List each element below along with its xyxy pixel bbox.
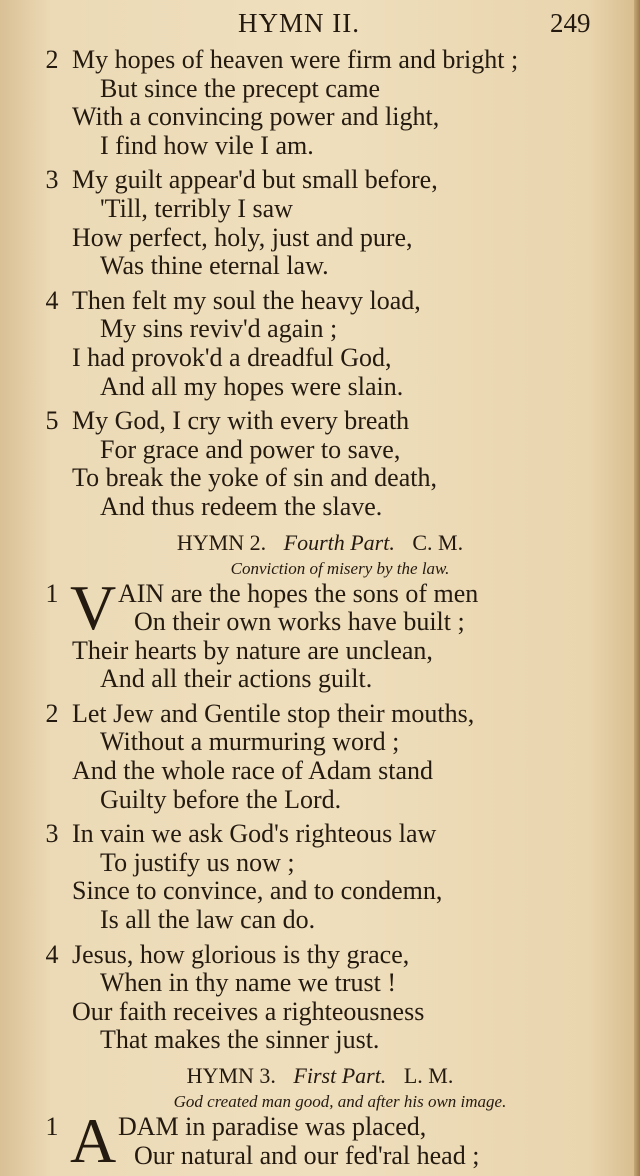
verse-text: Our faith receives a righteousness	[72, 996, 425, 1026]
page-header	[0, 4, 640, 40]
verse-line	[0, 464, 640, 493]
stanza-number: 3	[45, 819, 59, 849]
hymn-part: Fourth Part.	[283, 529, 395, 555]
verse-text: Our natural and our fed'ral head ;	[134, 1140, 480, 1170]
stanza	[0, 820, 640, 934]
stanza	[0, 571, 640, 694]
stanza	[0, 46, 640, 160]
verse-line	[0, 195, 640, 224]
verse-line	[0, 46, 640, 75]
hymn-heading	[0, 528, 640, 558]
verse-text: And thus redeem the slave.	[100, 491, 383, 521]
verse-line	[0, 224, 640, 253]
stanza-number: 3	[45, 165, 59, 195]
verse-text: My sins reviv'd again ;	[100, 314, 338, 344]
stanza	[0, 941, 640, 1055]
verse-text: Was thine eternal law.	[100, 251, 329, 281]
hymn-part: First Part.	[293, 1063, 387, 1088]
verse-text: Without a murmuring word ;	[100, 727, 400, 757]
stanza	[0, 407, 640, 521]
verse-line	[0, 665, 640, 694]
verse-text: For grace and power to save,	[100, 434, 401, 464]
verse-text: Is all the law can do.	[100, 905, 316, 935]
verse-line	[0, 786, 640, 815]
verse-text: Since to convince, and to condemn,	[72, 876, 443, 906]
verse-line	[0, 315, 640, 344]
verse-line	[0, 166, 640, 195]
hymn-subtitle: God created man good, and after his own image.	[173, 1092, 507, 1111]
verse-line	[0, 436, 640, 465]
verse-text: With a convincing power and light,	[72, 102, 440, 132]
running-title: HYMN II.	[238, 8, 360, 38]
verse-line	[0, 287, 640, 316]
verse-text: How perfect, holy, just and pure,	[72, 222, 413, 252]
page-body	[0, 46, 640, 1176]
verse-line	[0, 252, 640, 281]
hymn-number: HYMN 2.	[176, 529, 267, 555]
page-number: 249	[550, 8, 591, 38]
verse-text: To justify us now ;	[100, 847, 295, 877]
verse-text: AIN are the hopes the sons of men	[118, 578, 479, 608]
verse-text: When in thy name we trust !	[100, 968, 397, 998]
verse-text: My hopes of heaven were firm and bright ;	[72, 45, 519, 74]
verse-line	[0, 103, 640, 132]
verse-line	[0, 877, 640, 906]
verse-text: In vain we ask God's righteous law	[72, 819, 437, 849]
verse-line	[0, 373, 640, 402]
verse-line	[0, 941, 640, 970]
verse-text: I had provok'd a dreadful God,	[72, 342, 392, 372]
stanza-number: 2	[45, 45, 59, 74]
verse-line	[0, 728, 640, 757]
stanza	[0, 166, 640, 280]
verse-line	[0, 820, 640, 849]
hymn-subtitle: Conviction of misery by the law.	[230, 558, 450, 578]
stanza	[0, 700, 640, 814]
hymn-heading	[0, 1061, 640, 1091]
verse-text: And all their actions guilt.	[100, 664, 373, 694]
verse-line	[0, 849, 640, 878]
verse-text: On their own works have built ;	[134, 607, 465, 637]
verse-text: Let Jew and Gentile stop their mouths,	[72, 698, 475, 728]
hymn-meter: C. M.	[412, 529, 464, 555]
verse-text: Jesus, how glorious is thy grace,	[72, 939, 410, 969]
verse-text: To break the yoke of sin and death,	[72, 463, 437, 493]
stanza-number: 4	[45, 285, 59, 315]
drop-cap: V	[70, 571, 117, 643]
verse-text: Then felt my soul the heavy load,	[72, 285, 421, 315]
verse-text: My guilt appear'd but small before,	[72, 165, 438, 195]
drop-cap: A	[70, 1105, 117, 1176]
verse-text: That makes the sinner just.	[100, 1025, 380, 1055]
verse-line	[0, 407, 640, 436]
verse-line	[0, 969, 640, 998]
verse-text: My God, I cry with every breath	[72, 406, 410, 436]
stanza-number: 5	[45, 406, 59, 436]
verse-line	[0, 1142, 640, 1171]
verse-line	[0, 132, 640, 161]
verse-text: I find how vile I am.	[100, 130, 314, 160]
verse-line	[0, 906, 640, 935]
hymn-number: HYMN 3.	[186, 1063, 276, 1088]
verse-text: And all my hopes were slain.	[100, 371, 404, 401]
verse-line	[0, 757, 640, 786]
verse-text: Their hearts by nature are unclean,	[72, 635, 433, 665]
verse-line	[0, 700, 640, 729]
verse-text: Guilty before the Lord.	[100, 784, 342, 814]
stanza-number: 1	[45, 578, 59, 608]
verse-text: But since the precept came	[100, 73, 381, 103]
verse-line	[0, 344, 640, 373]
verse-text: And the whole race of Adam stand	[72, 756, 434, 786]
verse-line	[0, 637, 640, 666]
verse-line	[0, 75, 640, 104]
stanza	[0, 287, 640, 401]
verse-line	[0, 608, 640, 637]
verse-line	[0, 493, 640, 522]
stanza-number: 2	[45, 698, 59, 728]
verse-text: DAM in paradise was placed,	[118, 1112, 427, 1141]
stanza	[0, 1105, 640, 1176]
hymn-meter: L. M.	[403, 1063, 454, 1088]
verse-text: 'Till, terribly I saw	[100, 193, 293, 223]
stanza-number: 1	[45, 1112, 59, 1141]
stanza-number: 4	[45, 939, 59, 969]
verse-line	[0, 998, 640, 1027]
verse-line	[0, 1026, 640, 1055]
